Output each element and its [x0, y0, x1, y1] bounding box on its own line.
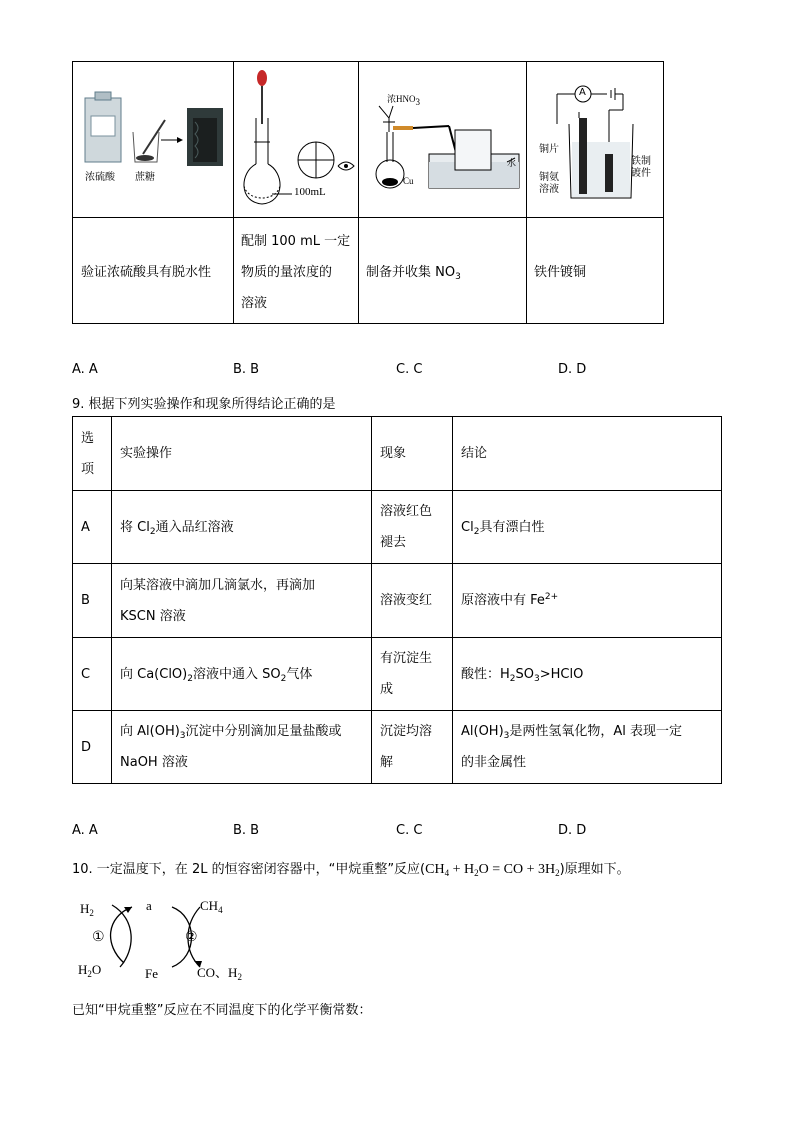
row-d-key: D: [73, 711, 112, 784]
row-a-key: A: [73, 491, 112, 564]
electroplating-figure: [527, 62, 663, 217]
label-co-h2: CO、$H_2$: [197, 965, 242, 982]
caption-exp2: 配制 100 mL 一定 物质的量浓度的 溶液: [241, 234, 351, 311]
q8-option-a[interactable]: A. A: [72, 362, 98, 377]
header-phenomenon: 现象: [372, 417, 453, 491]
table-row: [73, 491, 722, 564]
reforming-cycle-diagram: [72, 895, 272, 985]
volumetric-flask-figure: [234, 62, 358, 217]
no2-preparation-figure: [359, 62, 526, 217]
row-a-phenomenon: 溶液红色 褪去: [372, 491, 453, 564]
caption-exp4: 铁件镀铜: [534, 265, 587, 280]
label-water: 水: [507, 159, 517, 169]
label-cu-ammonia-1: 铜氨: [539, 172, 559, 183]
row-b-operation: 向某溶液中滴加几滴氯水，再滴加 KSCN 溶液: [112, 564, 372, 638]
label-ch4: $CH_4$: [200, 898, 223, 915]
row-a-conclusion: $Cl_2$具有漂白性: [453, 491, 722, 564]
table-row: [73, 711, 722, 784]
label-100ml: 100mL: [294, 186, 326, 198]
q9-option-a[interactable]: A. A: [72, 823, 98, 838]
label-h2-top: $H_2$: [80, 901, 94, 918]
q8-option-b[interactable]: B. B: [233, 362, 260, 377]
label-iron-part-2: 镀件: [631, 168, 651, 179]
sulfuric-acid-dehydration-figure: [73, 62, 233, 217]
header-option: 选 项: [73, 417, 112, 491]
q8-option-c[interactable]: C. C: [396, 362, 423, 377]
header-conclusion: 结论: [453, 417, 722, 491]
row-c-operation: 向 $Ca(ClO)_2$溶液中通入 $SO_2$气体: [112, 638, 372, 711]
caption-exp3: 制备并收集 $NO_3$: [366, 265, 461, 282]
q9-option-c[interactable]: C. C: [396, 823, 423, 838]
q8-option-d[interactable]: D. D: [558, 362, 587, 377]
label-cu: Cu: [403, 176, 414, 186]
label-conc-hno3: 浓$HNO_3$: [387, 94, 420, 107]
row-b-conclusion: 原溶液中有 $Fe^{2+}$: [453, 564, 722, 638]
ammeter-label: A: [579, 87, 586, 98]
label-fe: Fe: [145, 966, 158, 981]
row-b-key: B: [73, 564, 112, 638]
header-operation: 实验操作: [112, 417, 372, 491]
q10-known-constants-text: 已知“甲烷重整”反应在不同温度下的化学平衡常数：: [72, 1003, 372, 1018]
row-c-conclusion: 酸性：$H_2SO_3>HClO$: [453, 638, 722, 711]
methane-reforming-equation: $CH_4 + H_2O$ = CO + $3H_2$: [425, 862, 560, 878]
q9-option-d[interactable]: D. D: [558, 823, 587, 838]
label-sucrose: 蔗糖: [135, 172, 155, 183]
table-row: [73, 638, 722, 711]
label-h2o: $H_2O$: [78, 962, 102, 979]
label-iron-part-1: 铁制: [631, 156, 651, 167]
label-cu-ammonia-2: 溶液: [539, 184, 559, 195]
q10-stem: 10. 一定温度下，在 2L 的恒容密闭容器中，“甲烷重整”反应($CH_4 + H_2O$ = CO + $3H_2$)原理如下。: [72, 862, 630, 878]
step-1-marker: ①: [92, 929, 105, 945]
table-row: [73, 564, 722, 638]
label-copper-plate: 铜片: [539, 144, 559, 155]
row-c-key: C: [73, 638, 112, 711]
label-conc-sulfuric-acid: 浓硫酸: [85, 172, 115, 183]
row-d-operation: 向 $Al(OH)_3$沉淀中分别滴加足量盐酸或 NaOH 溶液: [112, 711, 372, 784]
row-a-operation: 将 $Cl_2$通入品红溶液: [112, 491, 372, 564]
q9-table: [72, 416, 722, 784]
row-c-phenomenon: 有沉淀生 成: [372, 638, 453, 711]
label-a: a: [146, 898, 152, 913]
row-d-conclusion: $Al(OH)_3$是两性氢氧化物，Al 表现一定 的非金属性: [453, 711, 722, 784]
step-2-marker: ②: [185, 929, 198, 945]
q8-apparatus-table: [72, 61, 664, 324]
row-b-phenomenon: 溶液变红: [372, 564, 453, 638]
q9-stem: 9. 根据下列实验操作和现象所得结论正确的是: [72, 397, 336, 412]
row-d-phenomenon: 沉淀均溶 解: [372, 711, 453, 784]
caption-exp1: 验证浓硫酸具有脱水性: [81, 265, 212, 280]
q9-option-b[interactable]: B. B: [233, 823, 260, 838]
